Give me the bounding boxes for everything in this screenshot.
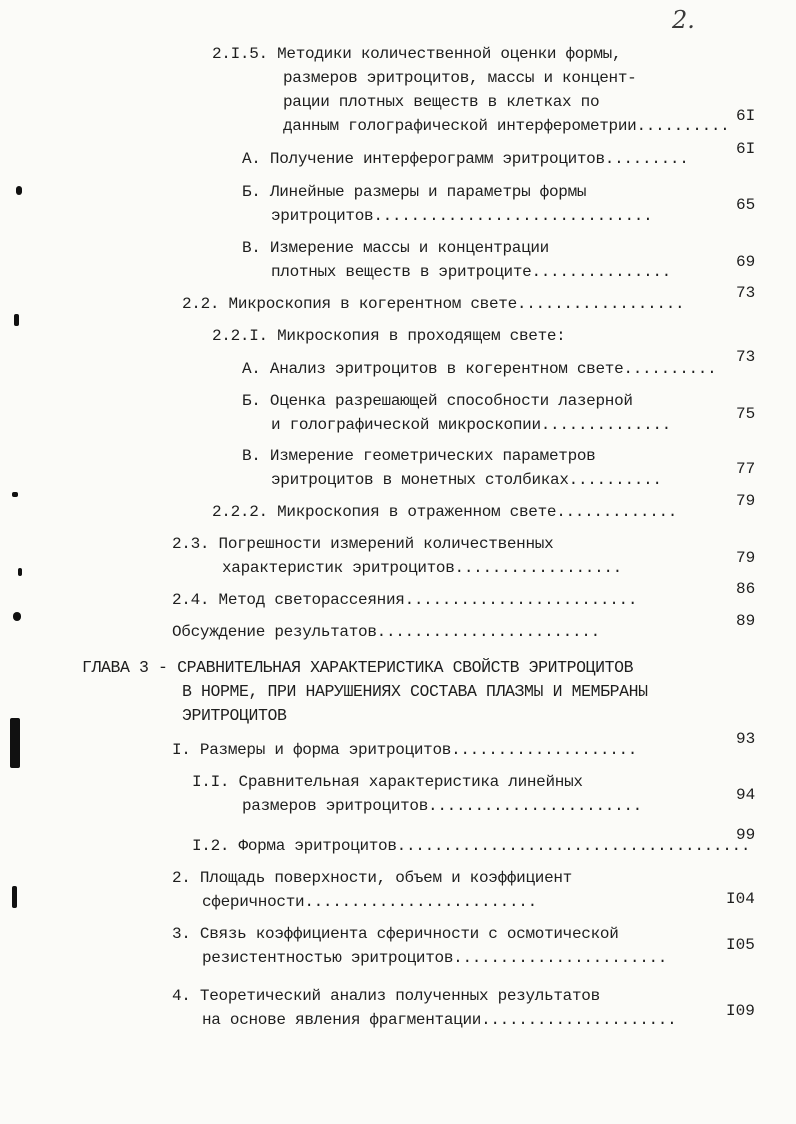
toc-leader-dots: ....................... (453, 949, 668, 967)
toc-entry-c3-3 (172, 922, 667, 970)
toc-leader-dots: ........................ (376, 623, 600, 641)
toc-entry-c3-2 (172, 866, 572, 914)
toc-title-line: Микроскопия в когерентном свете (228, 295, 517, 313)
toc-leader-dots: .................. (454, 559, 622, 577)
toc-entry-discussion (172, 620, 600, 644)
toc-title-line: Площадь поверхности, объем и коэффициент (199, 869, 572, 887)
toc-entry-2-2-2 (212, 500, 677, 524)
toc-number: 2.2. (182, 295, 220, 313)
toc-title-line: размеров эритроцитов, массы и концент- (283, 69, 637, 87)
toc-title-line: Измерение геометрических параметров (269, 447, 596, 465)
toc-leader-dots: ............... (531, 263, 671, 281)
page-number: 2. (672, 6, 695, 34)
toc-number: А. (242, 360, 261, 378)
toc-title-line: Теоретический анализ полученных результатов (199, 987, 600, 1005)
toc-page-number: 79 (736, 549, 756, 567)
toc-page-number: I09 (726, 1002, 755, 1020)
toc-title-line: Получение интерферограмм эритроцитов (269, 150, 605, 168)
toc-leader-dots: ......... (604, 150, 689, 168)
toc-number: I.2. (192, 837, 230, 855)
toc-title-line: данным голографической интерферометрии (283, 117, 637, 135)
toc-entry-2-2-1 (212, 324, 565, 348)
toc-leader-dots: ...................................... (396, 837, 751, 855)
toc-page-number: 77 (736, 460, 756, 478)
toc-entry-2-2-1-c (242, 444, 662, 492)
toc-entry-2-1-5 (212, 42, 730, 138)
toc-title-line: Связь коэффициента сферичности с осмотической (199, 925, 619, 943)
toc-title-line: резистентностью эритроцитов (202, 949, 454, 967)
toc-title-line: рации плотных веществ в клетках по (283, 93, 600, 111)
toc-page-number: 75 (736, 405, 756, 423)
toc-title-line: Микроскопия в отраженном свете (277, 503, 557, 521)
toc-title-line: сферичности (202, 893, 305, 911)
toc-title-line: Микроскопия в проходящем свете: (277, 327, 566, 345)
toc-number: 3. (172, 925, 191, 943)
toc-entry-2-2 (182, 292, 684, 316)
toc-leader-dots: ......................... (404, 591, 638, 609)
toc-page-number: 94 (736, 786, 756, 804)
toc-title-line: Оценка разрешающей способности лазерной (269, 392, 633, 410)
toc-entry-2-1-5-b (242, 180, 652, 228)
toc-page-number: 79 (736, 492, 756, 510)
toc-number: I. (172, 741, 191, 759)
toc-entry-c3-1-2 (192, 834, 750, 858)
toc-page-number: 89 (736, 612, 756, 630)
chapter-title-line: ЭРИТРОЦИТОВ (182, 706, 287, 725)
toc-title-line: плотных веществ в эритроците (271, 263, 532, 281)
toc-number: 2. (172, 869, 191, 887)
toc-leader-dots: .................... (451, 741, 638, 759)
toc-title-line: Сравнительная характеристика линейных (238, 773, 583, 791)
toc-title-line: Метод светорассеяния (218, 591, 405, 609)
toc-title-line: характеристик эритроцитов (222, 559, 455, 577)
toc-entry-c3-1 (172, 738, 637, 762)
toc-page-number: 73 (736, 348, 756, 366)
toc-title-line: Размеры и форма эритроцитов (199, 741, 452, 759)
toc-page-number: 6I (736, 140, 756, 158)
toc-number: 2.4. (172, 591, 210, 609)
toc-leader-dots: .................. (516, 295, 685, 313)
toc-leader-dots: .............................. (373, 207, 653, 225)
toc-page-number: 93 (736, 730, 756, 748)
chapter-3-heading (82, 656, 648, 728)
toc-leader-dots: ............. (556, 503, 678, 521)
toc-number: В. (242, 447, 261, 465)
toc-entry-c3-4 (172, 984, 676, 1032)
chapter-title-line: В НОРМЕ, ПРИ НАРУШЕНИЯХ СОСТАВА ПЛАЗМЫ И МЕМБРАНЫ (182, 682, 648, 701)
toc-number: Б. (242, 392, 261, 410)
toc-leader-dots: ....................... (428, 797, 642, 815)
toc-entry-2-4 (172, 588, 637, 612)
toc-title-line: Погрешности измерений количественных (218, 535, 554, 553)
toc-entry-2-3 (172, 532, 622, 580)
toc-leader-dots: ..................... (481, 1011, 677, 1029)
toc-page-number: I05 (726, 936, 755, 954)
toc-page-number: 99 (736, 826, 756, 844)
toc-page-number: 65 (736, 196, 756, 214)
toc-title-line: и голографической микроскопии (271, 416, 541, 434)
toc-title-line: Методики количественной оценки формы, (277, 45, 622, 63)
toc-page-number: 73 (736, 284, 756, 302)
toc-number: 2.2.I. (212, 327, 268, 345)
chapter-dash: - (158, 658, 168, 677)
toc-number: Б. (242, 183, 261, 201)
toc-leader-dots: ......................... (304, 893, 537, 911)
toc-title-line: размеров эритроцитов (242, 797, 429, 815)
toc-leader-dots: .............. (540, 416, 671, 434)
toc-number: 4. (172, 987, 191, 1005)
toc-title-line: Измерение массы и концентрации (269, 239, 549, 257)
toc-page-number: 69 (736, 253, 756, 271)
toc-number: 2.2.2. (212, 503, 268, 521)
toc-entry-c3-1-1 (192, 770, 642, 818)
toc-title-line: Линейные размеры и параметры формы (269, 183, 587, 201)
toc-page-number: 6I (736, 107, 756, 125)
toc-entry-2-2-1-a (242, 357, 716, 381)
toc-title-line: Форма эритроцитов (238, 837, 397, 855)
toc-leader-dots: .......... (623, 360, 717, 378)
toc-title-line: Анализ эритроцитов в когерентном свете (269, 360, 624, 378)
chapter-title-line: СРАВНИТЕЛЬНАЯ ХАРАКТЕРИСТИКА СВОЙСТВ ЭРИТРОЦИТОВ (177, 658, 634, 677)
toc-title-line: эритроцитов в монетных столбиках (271, 471, 569, 489)
toc-number: 2.3. (172, 535, 210, 553)
toc-title-line: эритроцитов (271, 207, 374, 225)
toc-leader-dots: .......... (568, 471, 662, 489)
toc-page-number: I04 (726, 890, 755, 908)
chapter-label: ГЛАВА 3 (82, 658, 149, 677)
toc-number: В. (242, 239, 261, 257)
toc-entry-2-2-1-b (242, 389, 671, 437)
toc-title-line: Обсуждение результатов (172, 623, 377, 641)
toc-number: 2.I.5. (212, 45, 268, 63)
toc-leader-dots: .......... (636, 117, 730, 135)
toc-page-number: 86 (736, 580, 756, 598)
toc-number: I.I. (192, 773, 230, 791)
toc-entry-2-1-5-c (242, 236, 671, 284)
toc-number: А. (242, 150, 261, 168)
toc-title-line: на основе явления фрагментации (202, 1011, 482, 1029)
toc-entry-2-1-5-a (242, 147, 689, 171)
